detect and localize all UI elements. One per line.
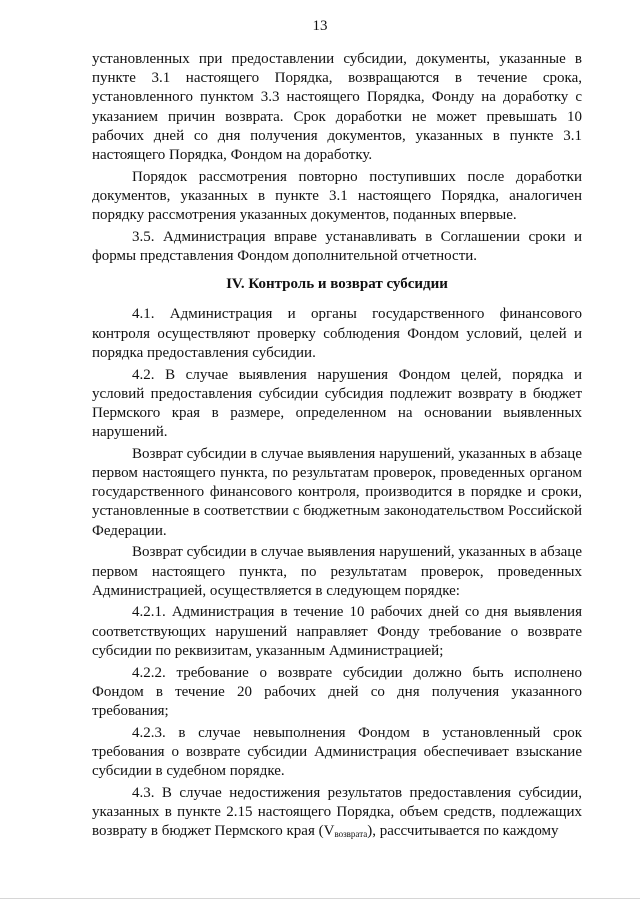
formula-subscript: возврата [334, 829, 368, 840]
paragraph-4-1: 4.1. Администрация и органы государственного финансового контроля осуществляют проверку соблюдения Фондом условий, целей и порядка предоставления субсидии. [92, 306, 582, 361]
paragraph-4-3-text-end: ), рассчитывается по каждому [367, 823, 559, 840]
section-heading: IV. Контроль и возврат субсидии [226, 276, 448, 293]
paragraph-4-3 [92, 784, 582, 845]
page-bottom-rule [0, 898, 640, 899]
paragraph-4-2-return-control: Возврат субсидии в случае выявления нарушений, указанных в абзаце первом настоящего пункта, по результатам проверок, проведенных органом государственного финансового контроля, производится в порядке и сроки, установленные в соответствии с бюджетным законодательством Российской Федерации. [92, 445, 582, 539]
paragraph-4-2: 4.2. В случае выявления нарушения Фондом целей, порядка и условий предоставления субсидии субсидия подлежит возврату в бюджет Пермского края в размере, определенном на основании выявленных нарушений. [92, 366, 582, 441]
paragraph-4-2-3: 4.2.3. в случае невыполнения Фондом в установленный срок требования о возврате субсидии Администрация обеспечивает взыскание субсидии в судебном порядке. [92, 724, 582, 780]
paragraph-4-2-2: 4.2.2. требование о возврате субсидии должно быть исполнено Фондом в течение 20 рабочих дней со дня получения указанного требования; [92, 664, 582, 719]
paragraph-continuation: установленных при предоставлении субсидии, документы, указанные в пункте 3.1 настоящего Порядка, возвращаются в течение срока, установленного пунктом 3.3 настоящего Порядка, Фонду на доработку с указанием причин возврата. Срок доработки не может превышать 10 рабочих дней со дня получения документов, указанных в пункте 3.1 настоящего Порядка, Фондом на доработку. [92, 51, 582, 164]
page-number: 13 [312, 18, 328, 34]
paragraph-3-5: 3.5. Администрация вправе устанавливать в Соглашении сроки и формы представления Фондом дополнительной отчетности. [92, 228, 582, 265]
paragraph-4-2-1: 4.2.1. Администрация в течение 10 рабочих дней со дня выявления соответствующих нарушений направляет Фонду требование о возврате субсидии по реквизитам, указанным Администрацией; [92, 604, 582, 659]
paragraph-4-3-text: 4.3. В случае недостижения результатов предоставления субсидии, указанных в пункте 2.15 настоящего Порядка, объем средств, подлежащих возврату в бюджет Пермского края (V [92, 784, 582, 840]
paragraph-4-2-return-administration: Возврат субсидии в случае выявления нарушений, указанных в абзаце первом настоящего пункта, по результатам проверок, проведенных Администрацией, осуществляется в следующем порядке: [92, 544, 582, 599]
document-body [92, 50, 582, 847]
paragraph-review-order: Порядок рассмотрения повторно поступивших после доработки документов, указанных в пункте 3.1 настоящего Порядка, аналогичен порядку рассмотрения указанных документов, поданных впервые. [92, 168, 582, 224]
